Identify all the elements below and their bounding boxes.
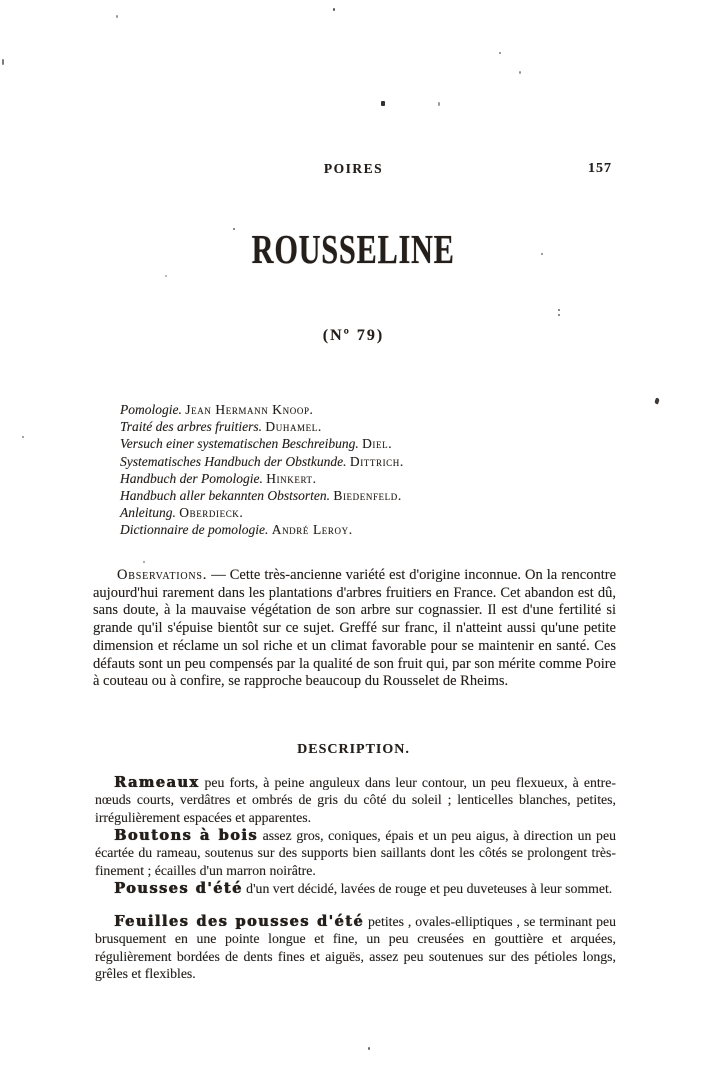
scan-speck bbox=[438, 102, 440, 106]
description-paragraph-feuilles bbox=[95, 913, 616, 983]
scan-speck bbox=[116, 15, 118, 18]
description-paragraph-rameaux bbox=[95, 774, 616, 826]
bibliography-entry bbox=[120, 418, 590, 435]
bibliography-work-title: Versuch einer systematischen Beschreibung. bbox=[120, 436, 359, 452]
bibliography-work-title: Handbuch der Pomologie. bbox=[120, 470, 263, 486]
observations-dash: — bbox=[207, 567, 230, 583]
bibliography-author: Jean Hermann Knoop. bbox=[185, 402, 314, 417]
scan-speck bbox=[2, 59, 4, 65]
bibliography-entry bbox=[120, 470, 590, 487]
bibliography-author: Hinkert. bbox=[266, 470, 317, 486]
scan-speck bbox=[165, 275, 167, 277]
bibliography-author: Oberdieck. bbox=[179, 505, 244, 521]
running-title: POIRES bbox=[323, 161, 384, 176]
bibliography-author: Dittrich. bbox=[349, 453, 404, 469]
scan-speck bbox=[381, 101, 385, 106]
paragraph-text: peu forts, à peine anguleux dans leur contour, un peu flexueux, à entre-nœuds courts, verdâtres et ombrés de gris du côté du soleil ; lenticelles blanches, petites, irrégulièrement espacées et apparentes. bbox=[95, 775, 616, 825]
paragraph-lead: Pousses d'été bbox=[114, 880, 243, 897]
bibliography-entry bbox=[120, 487, 590, 504]
scan-speck bbox=[143, 561, 145, 563]
scan-speck bbox=[541, 253, 543, 255]
bibliography-entry bbox=[120, 401, 590, 418]
observations-lead: Observations. bbox=[117, 567, 208, 583]
variety-number: (Nº 79) bbox=[322, 327, 385, 344]
paragraph-lead: Feuilles des pousses d'été bbox=[114, 913, 365, 930]
bibliography-work-title: Traité des arbres fruitiers. bbox=[120, 419, 263, 435]
bibliography-author: Duhamel. bbox=[265, 419, 322, 435]
bibliography-entry bbox=[120, 435, 590, 452]
bibliography-work-title: Systematisches Handbuch der Obstkunde. bbox=[120, 453, 347, 469]
scan-speck bbox=[333, 8, 335, 11]
variety-title: ROUSSELINE bbox=[251, 226, 455, 272]
scan-speck bbox=[499, 52, 501, 54]
bibliography-work-title: Anleitung. bbox=[120, 505, 176, 521]
bibliography-list bbox=[120, 401, 590, 539]
scan-speck bbox=[558, 309, 560, 311]
scan-speck bbox=[22, 436, 24, 438]
bibliography-author: Biedenfeld. bbox=[333, 488, 402, 504]
bibliography-author: Diel. bbox=[362, 436, 393, 452]
scan-speck bbox=[558, 314, 560, 316]
bibliography-work-title: Handbuch aller bekannten Obstsorten. bbox=[120, 488, 330, 504]
paragraph-text: petites , ovales-elliptiques , se terminant peu brusquement en une pointe longue et fine, un peu creusées en gouttière et arquées, régulièrement bordées de dents fines et aiguës, assez peu soutenues sur des pétioles longs, grêles et flexibles. bbox=[95, 914, 616, 982]
bibliography-work-title: Dictionnaire de pomologie. bbox=[120, 522, 269, 538]
observations-paragraph bbox=[93, 567, 616, 691]
paragraph-text: d'un vert décidé, lavées de rouge et peu duveteuses à leur sommet. bbox=[242, 881, 613, 896]
bibliography-author: André Leroy. bbox=[271, 522, 353, 538]
variety-title-wrap bbox=[0, 226, 707, 272]
paragraph-lead: Boutons à bois bbox=[114, 827, 258, 844]
description-paragraph-pousses bbox=[95, 880, 616, 897]
paragraph-lead: Rameaux bbox=[114, 774, 200, 791]
description-paragraph-boutons bbox=[95, 827, 616, 879]
bibliography-entry bbox=[120, 453, 590, 470]
page-number: 157 bbox=[588, 161, 612, 176]
bibliography-entry bbox=[120, 504, 590, 521]
scan-speck bbox=[233, 228, 235, 230]
running-head bbox=[0, 161, 707, 181]
description-heading: DESCRIPTION. bbox=[297, 742, 410, 757]
bibliography-entry bbox=[120, 521, 590, 538]
paragraph-text: assez gros, coniques, épais et un peu aigus, à direction un peu écartée du rameau, soutenus sur des supports bien saillants dont les côtés se prolongent très-finement ; écailles d'un marron noirâtre. bbox=[95, 828, 616, 878]
scan-speck bbox=[519, 71, 521, 74]
observations-text: Cette très-ancienne variété est d'origine inconnue. On la rencontre aujourd'hui rarement dans les plantations d'arbres fruitiers en France. Cet abandon est dû, sans doute, à la mauvaise végétation de son arbre sur cognassier. Il est d'une fertilité si grande qu'il s'épuise bientôt sur ce sujet. Greffé sur franc, il n'atteint aussi qu'une petite dimension et réclame un sol riche et un climat favorable pour se maintenir en santé. Ces défauts sont un peu compensés par la qualité de son fruit qui, par son mérite comme Poire à couteau ou à confire, se rapproche beaucoup du Rousselet de Rheims. bbox=[93, 567, 616, 690]
scan-speck bbox=[368, 1047, 370, 1050]
bibliography-work-title: Pomologie. bbox=[120, 402, 182, 417]
scan-speck bbox=[654, 397, 660, 404]
